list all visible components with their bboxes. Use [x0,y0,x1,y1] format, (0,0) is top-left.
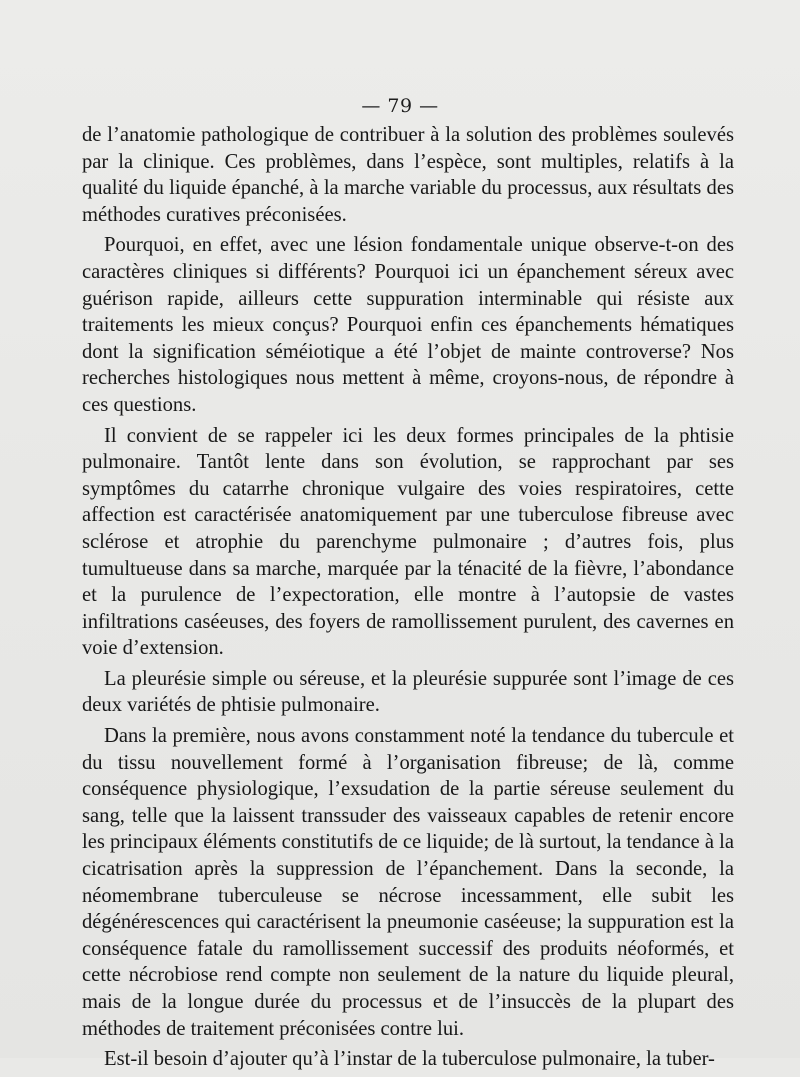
body-text [82,122,734,1077]
page-number: — 79 — [361,95,439,117]
paragraph-2: Pourquoi, en effet, avec une lésion fondamentale unique observe-t-on des caractères cliniques si différents? Pourquoi ici un épanchement séreux avec guérison rapide, ailleurs cette suppuration interminable qui résiste aux traitements les mieux conçus? Pourquoi enfin ces épanchements hématiques dont la signification séméiotique a été l’objet de mainte controverse? Nos recherches histologiques nous mettent à même, croyons-nous, de répondre à ces questions. [82,234,734,416]
paragraph-5: Dans la première, nous avons constamment noté la tendance du tubercule et du tissu nouvellement formé à l’organisation fibreuse; de là, comme conséquence physiologique, l’exsudation de la partie séreuse seulement du sang, telle que la laissent transsuder des vaisseaux capables de retenir encore les principaux éléments constitutifs de ce liquide; de là surtout, la tendance à la cicatrisation après la suppression de l’épanchement. Dans la seconde, la néomembrane tuberculeuse se nécrose incessamment, elle subit les dégénérescences qui caractérisent la pneumonie caséeuse; la suppuration est la conséquence fatale du ramollissement successif des produits néoformés, et cette nécrobiose rend compte non seulement de la nature du liquide pleural, mais de la longue durée du processus et de l’insuccès de la plupart des méthodes de traitement préconisées contre lui. [82,725,734,1040]
paragraph-6: Est-il besoin d’ajouter qu’à l’instar de la tuberculose pulmonaire, la tuber- [104,1048,715,1071]
paragraph-4: La pleurésie simple ou séreuse, et la pleurésie suppurée sont l’image de ces deux variétés de phtisie pulmonaire. [82,667,734,717]
paragraph-3: Il convient de se rappeler ici les deux formes principales de la phtisie pulmonaire. Tantôt lente dans son évolution, se rapprochant par ses symptômes du catarrhe chronique vulgaire des voies respiratoires, cette affection est caractérisée anatomiquement par une tuberculose fibreuse avec sclérose et atrophie du parenchyme pulmonaire ; d’autres fois, plus tumultueuse dans sa marche, marquée par la ténacité de la fièvre, l’abondance et la purulence de l’expectoration, elle montre à l’autopsie de vastes infiltrations caséeuses, des foyers de ramollissement purulent, des cavernes en voie d’extension. [82,424,734,660]
paragraph-1: de l’anatomie pathologique de contribuer à la solution des problèmes soulevés par la clinique. Ces problèmes, dans l’espèce, sont multiples, relatifs à la qualité du liquide épanché, à la marche variable du processus, aux résultats des méthodes curatives préconisées. [82,124,734,226]
